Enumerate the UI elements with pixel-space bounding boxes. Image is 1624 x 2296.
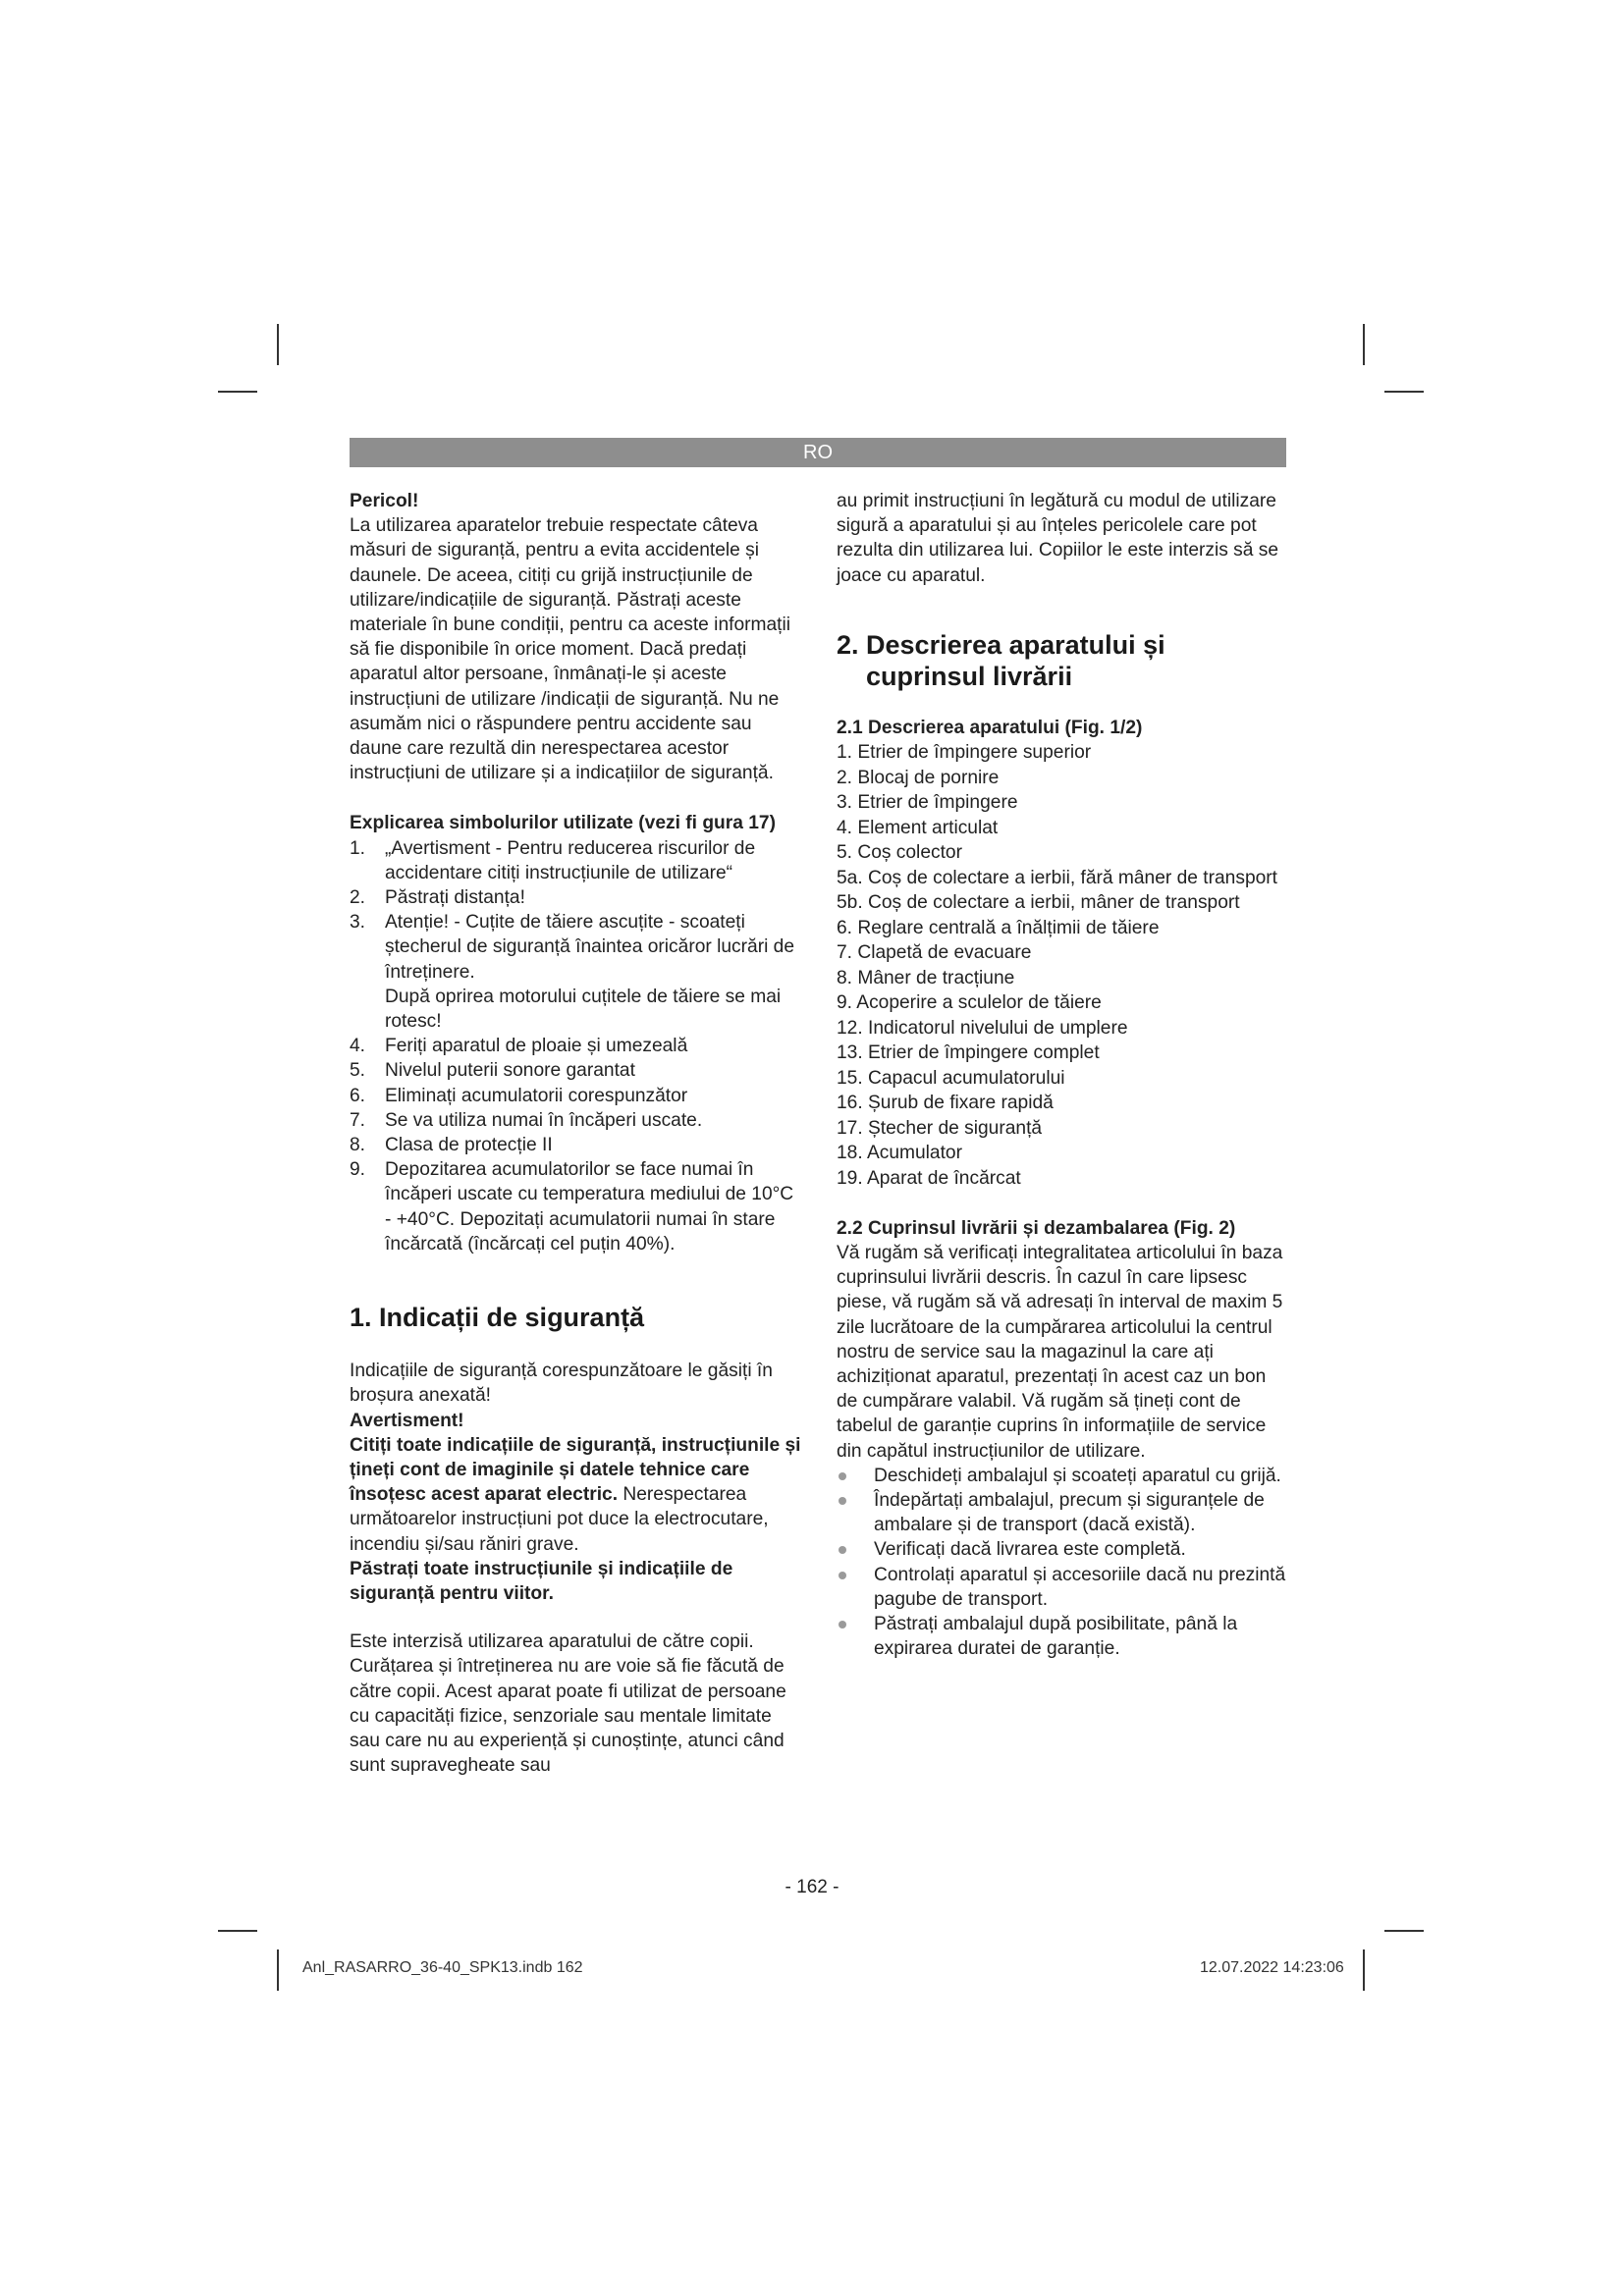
list-item: 9. Acoperire a sculelor de tăiere: [837, 992, 1102, 1014]
list-item: 5. Nivelul puterii sonore garantat: [350, 1060, 635, 1082]
symbols-list: [350, 836, 801, 1256]
crop-mark: [1384, 391, 1424, 393]
list-item: 13. Etrier de împingere complet: [837, 1042, 1100, 1064]
list-item: 3. Etrier de împingere: [837, 792, 1018, 814]
parts-list: [837, 740, 1290, 1191]
bullet-icon: [839, 1621, 846, 1629]
list-item: Deschideți ambalajul și scoateți aparatul cu grijă.: [837, 1464, 1290, 1488]
section-1-heading: 1. Indicații de siguranță: [350, 1303, 645, 1333]
crop-mark: [1384, 1930, 1424, 1932]
list-item: 4. Feriți aparatul de ploaie și umezeală: [350, 1036, 688, 1057]
list-item: 16. Șurub de fixare rapidă: [837, 1093, 1054, 1114]
unpacking-list: [837, 1464, 1290, 1662]
list-item: 2. Blocaj de pornire: [837, 767, 1000, 788]
list-item: 8. Mâner de tracțiune: [837, 967, 1015, 988]
warning-title: Avertisment!: [350, 1410, 464, 1431]
bullet-icon: [839, 1497, 846, 1505]
danger-text: La utilizarea aparatelor trebuie respectate câteva măsuri de siguranță, pentru a evita accidentele și daunele. De aceea, citiți cu grijă instrucțiunile de utilizare/indicațiile de siguranță. Păstrați aceste materiale în bune condiții, pentru ca aceste informații să fie disponibile în orice moment. Dacă predați aparatul altor persoane, înmânați-le și aceste instrucțiuni de utilizare /indicații de siguranță. Nu ne asumăm nici o răspundere pentru accidente sau daune care rezultă din nerespectarea acestor instrucțiuni de utilizare și a indicațiilor de siguranță.: [350, 515, 791, 784]
list-item: 5b. Coș de colectare a ierbii, mâner de transport: [837, 892, 1240, 914]
subsection-2-2-title: 2.2 Cuprinsul livrării și dezambalarea (Fig. 2): [837, 1217, 1236, 1239]
page-number: - 162 -: [785, 1877, 839, 1897]
footer-filename: Anl_RASARRO_36-40_SPK13.indb 162: [302, 1959, 583, 1976]
crop-mark: [277, 324, 279, 365]
danger-title: Pericol!: [350, 491, 419, 511]
language-header-bar: [350, 438, 1286, 467]
list-item: Îndepărtați ambalajul, precum și siguranțele de ambalare și de transport (dacă există).: [837, 1488, 1290, 1537]
crop-mark: [218, 391, 257, 393]
crop-mark: [1363, 324, 1365, 365]
warning-paragraph: Citiți toate indicațiile de siguranță, instrucțiunile și țineți cont de imaginile și datele tehnice care însoțesc acest aparat electric. Nerespectarea următoarelor instrucțiuni pot duce la electrocutare, incendiu și/sau răniri grave.: [350, 1434, 801, 1555]
list-item: 6. Eliminați acumulatorii corespunzător: [350, 1085, 688, 1106]
list-item: 4. Element articulat: [837, 817, 999, 838]
list-item: 18. Acumulator: [837, 1143, 962, 1164]
symbols-title: Explicarea simbolurilor utilizate (vezi fi gura 17): [350, 813, 776, 834]
bullet-icon: [839, 1546, 846, 1554]
list-item: 7. Clapetă de evacuare: [837, 942, 1032, 964]
right-column: [837, 489, 1290, 1661]
footer-datetime: 12.07.2022 14:23:06: [1200, 1959, 1344, 1976]
list-item: Păstrați ambalajul după posibilitate, până la expirarea duratei de garanție.: [837, 1612, 1290, 1661]
children-paragraph-cont: au primit instrucțiuni în legătură cu modul de utilizare sigură a aparatului și au înțeles pericolele care pot rezulta din utilizarea lui. Copiilor le este interzis să se joace cu aparatul.: [837, 491, 1279, 586]
delivery-text: Vă rugăm să verificați integralitatea articolului în baza cuprinsului livrării descris. În cazul în care lipsesc piese, vă rugăm să vă adresați în interval de maxim 5 zile lucrătoare de la cumpărarea articolului la centrul nostru de service sau la magazinul la care ați achiziționat aparatul, prezentați în acest caz un bon de cumpărare valabil. Vă rugăm să țineți cont de tabelul de garanție cuprins în informațiile de service din capătul instrucțiunilor de utilizare.: [837, 1242, 1283, 1462]
list-item: 1. Etrier de împingere superior: [837, 742, 1092, 764]
crop-mark: [218, 1930, 257, 1932]
language-code: RO: [803, 442, 833, 463]
bullet-icon: [839, 1572, 846, 1579]
list-item: 19. Aparat de încărcat: [837, 1167, 1021, 1189]
list-item: 15. Capacul acumulatorului: [837, 1067, 1065, 1089]
safety-intro: Indicațiile de siguranță corespunzătoare le găsiți în broșura anexată!: [350, 1361, 773, 1407]
list-item: 3. Atenție! - Cuțite de tăiere ascuțite - scoateți ștecherul de siguranță înaintea oricăror lucrări de întreținere. După oprirea motorului cuțitele de tăiere se mai rotesc!: [350, 912, 795, 1033]
section-2-heading: 2. Descrierea aparatului și cuprinsul livrării: [837, 629, 1165, 691]
crop-mark: [1363, 1949, 1365, 1991]
bullet-icon: [839, 1472, 846, 1480]
list-item: Controlați aparatul și accesoriile dacă nu prezintă pagube de transport.: [837, 1563, 1290, 1612]
keep-instructions: Păstrați toate instrucțiunile și indicațiile de siguranță pentru viitor.: [350, 1558, 733, 1604]
list-item: 2. Păstrați distanța!: [350, 887, 525, 909]
list-item: 9. Depozitarea acumulatorilor se face numai în încăperi uscate cu temperatura mediului de 10°C - +40°C. Depozitați acumulatorii numai în stare încărcată (încărcați cel puțin 40%).: [350, 1159, 794, 1255]
crop-mark: [277, 1949, 279, 1991]
list-item: 5a. Coș de colectare a ierbii, fără mâner de transport: [837, 867, 1278, 888]
list-item: 5. Coș colector: [837, 842, 962, 864]
list-item: 7. Se va utiliza numai în încăperi uscate.: [350, 1109, 703, 1131]
list-item: 8. Clasa de protecție II: [350, 1135, 553, 1156]
subsection-2-1-title: 2.1 Descrierea aparatului (Fig. 1/2): [837, 717, 1143, 738]
list-item: Verificați dacă livrarea este completă.: [837, 1537, 1290, 1562]
children-paragraph: Este interzisă utilizarea aparatului de către copii. Curățarea și întreținerea nu are voie să fie făcută de către copii. Acest aparat poate fi utilizat de persoane cu capacități fizice, senzoriale sau mentale limitate sau care nu au experiență și cunoștințe, atunci când sunt supravegheate sau: [350, 1631, 786, 1777]
left-column: [350, 489, 801, 1778]
list-item: 6. Reglare centrală a înălțimii de tăiere: [837, 917, 1160, 938]
list-item: 1. „Avertisment - Pentru reducerea riscurilor de accidentare citiți instrucțiunile de utilizare“: [350, 837, 756, 883]
list-item: 17. Ștecher de siguranță: [837, 1117, 1043, 1139]
list-item: 12. Indicatorul nivelului de umplere: [837, 1017, 1128, 1039]
